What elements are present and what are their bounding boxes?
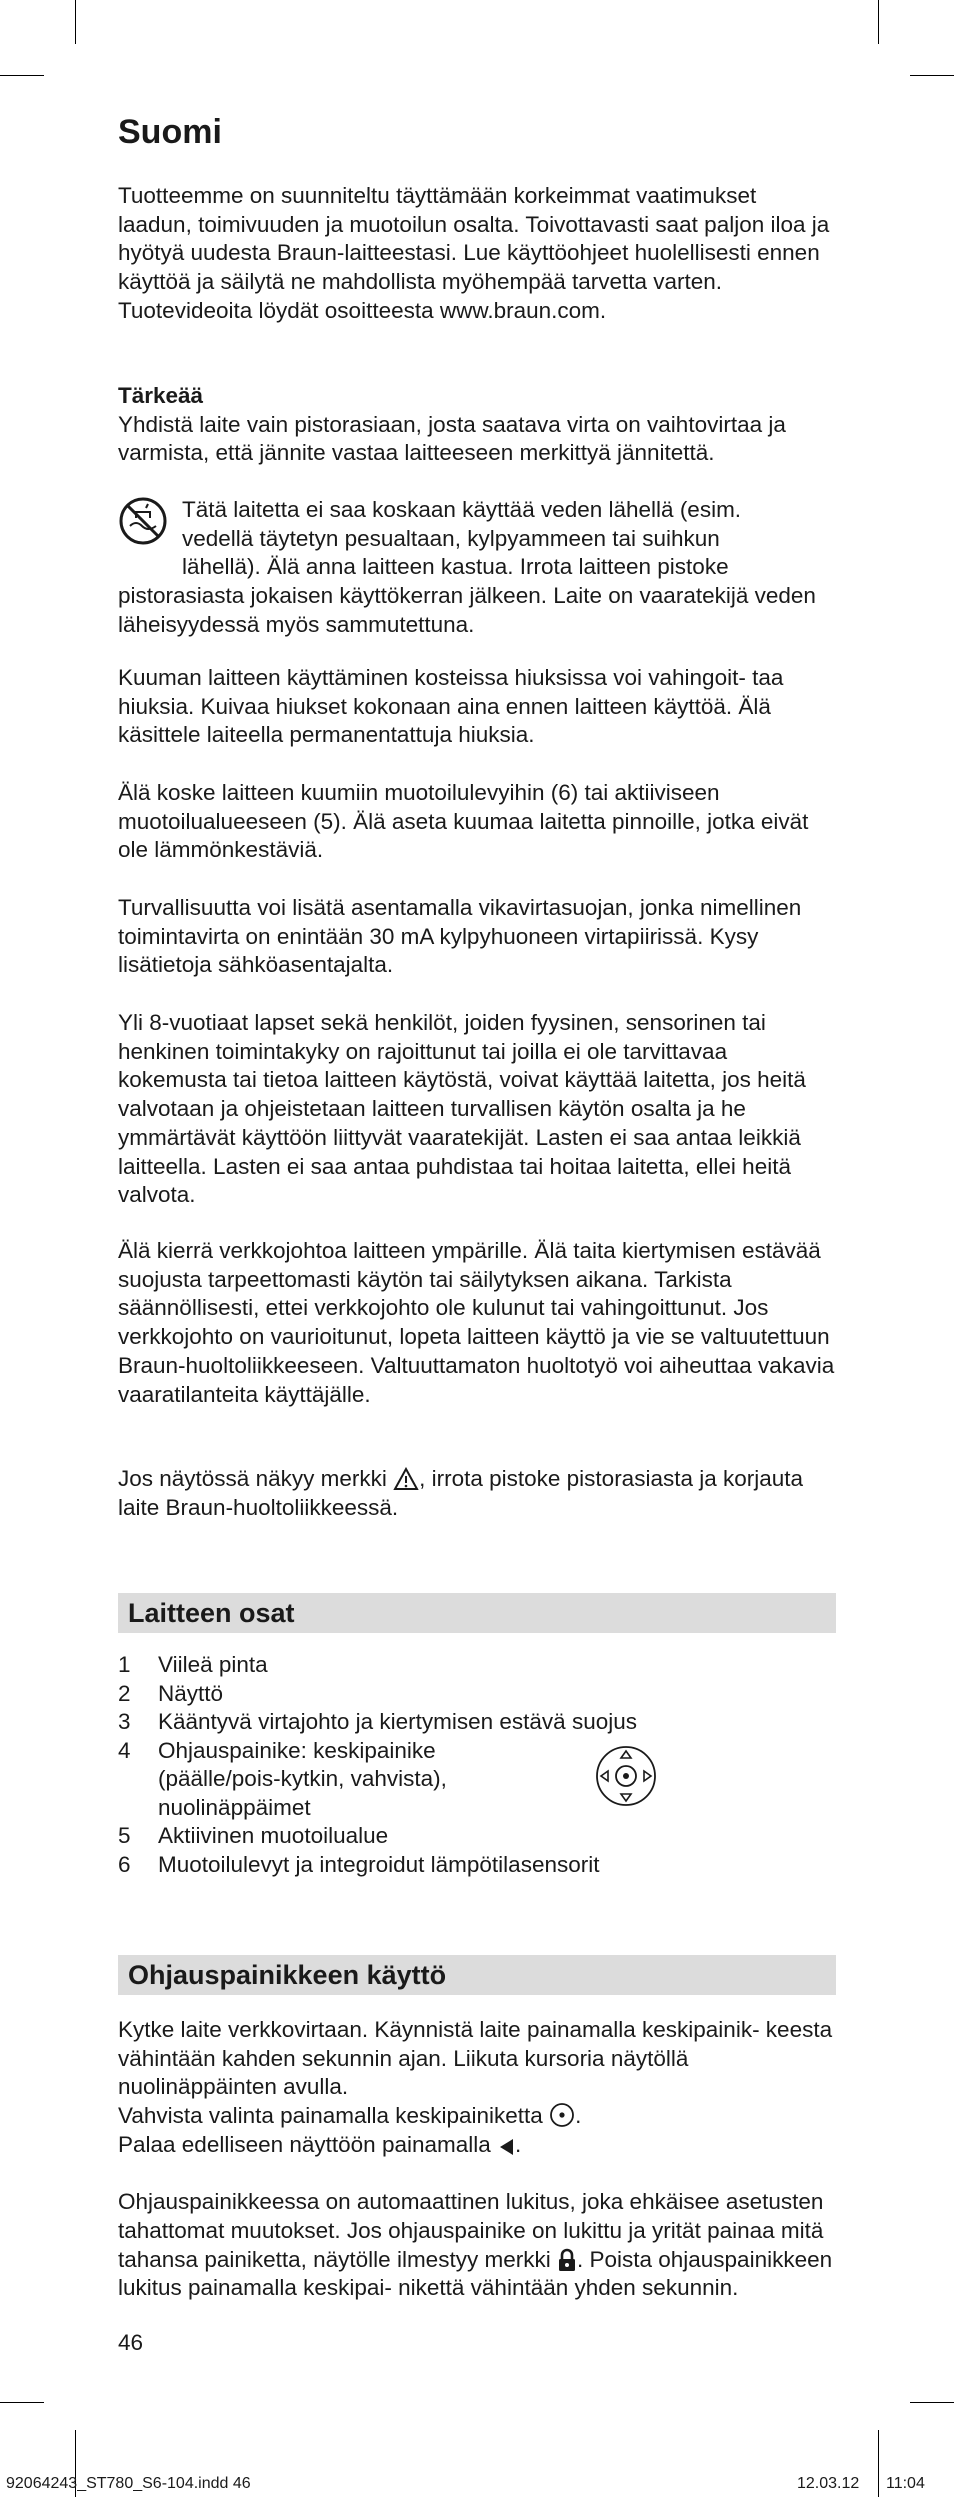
section-heading-parts: Laitteen osat [118,1593,836,1633]
water-warning-line: lähellä). Älä anna laitteen kastua. Irrota laitteen pistoke [182,554,729,580]
section-heading-control: Ohjauspainikkeen käyttö [118,1955,836,1995]
list-item-number: 2 [118,1680,131,1706]
warning-text-before: Jos näytössä näkyy merkki [118,1466,394,1491]
paragraph-cord: Älä kierrä verkkojohtoa laitteen ympärille. Älä taita kiertymisen estävää suojusta tarpeettomasti käytön tai säilytyksen aikana. Tarkista säännöllisesti, ettei verkkojohto ole kulunut tai vahingoittunut. Jos verkkojohto on vaurioitunut, lopeta laitteen käyttö ja vie se valtuutettuun Braun-huoltoliikkeeseen. Valtuuttamaton huoltotyö voi aiheuttaa vakavia vaaratilanteita käyttäjälle. [118,1238,835,1407]
water-warning-block [118,496,836,640]
paragraph-rcd: Turvallisuutta voi lisätä asentamalla vikavirtasuojan, jonka nimellinen toimintavirta on enintään 30 mA kylpyhuoneen virtapiirissä. Kysy lisätietoja sähköasentajalta. [118,895,802,978]
important-block [118,382,836,468]
warning-triangle-icon [393,1467,419,1491]
crop-mark [910,75,954,76]
list-item-text: Muotoilulevyt ja integroidut lämpötilasensorit [158,1851,600,1877]
list-item-number: 5 [118,1823,131,1848]
crop-mark [0,75,44,76]
list-item [118,1822,836,1851]
lock-text-after: . Poista ohjauspainikkeen lukitus painamalla keskipai- nikettä vähintään yhden sekunnin. [118,2246,833,2301]
list-item [118,1851,836,1880]
crop-mark [878,0,879,44]
crop-mark [878,2430,879,2497]
no-water-icon [118,496,168,546]
page-number: 46 [118,2330,144,2355]
parts-list [118,1651,836,1879]
center-button-icon [549,2102,575,2128]
intro-paragraph: Tuotteemme on suunniteltu täyttämään korkeimmat vaatimukset laadun, toimivuuden ja muotoilun osalta. Toivottavasti saat paljon iloa ja hyötyä uudesta Braun-laitteestasi. Lue käyttöohjeet huolellisesti ennen käyttöä ja säilytä ne mahdollista myöhempää tarvetta varten. Tuotevideoita löydät osoitteesta www.braun.com. [118,183,830,323]
back-text: Palaa edelliseen näyttöön painamalla [118,2131,491,2157]
list-item-text: nuolinäppäimet [158,1794,311,1820]
crop-mark [910,2402,954,2403]
list-item-text: Ohjauspainike: keskipainike [158,1737,436,1763]
back-line: Palaa edelliseen näyttöön painamalla . [118,2131,522,2157]
list-item-number: 4 [118,1737,131,1763]
list-item-text: (päälle/pois-kytkin, vahvista), [158,1766,447,1791]
important-text: Yhdistä laite vain pistorasiaan, josta saatava virta on vaihtovirtaa ja varmista, että jännite vastaa laitteeseen merkittyä jännitettä. [118,411,786,466]
paragraph-warning-sign [118,1465,836,1522]
list-item-number: 1 [118,1652,131,1677]
list-item-text: Aktiivinen muotoilualue [158,1823,389,1848]
important-title: Tärkeää [118,383,204,408]
list-item-text: Kääntyvä virtajohto ja kiertymisen estävä suojus [158,1709,637,1734]
footer-date: 12.03.12 [797,2475,860,2492]
list-item-text: Näyttö [158,1680,224,1706]
list-item-number: 3 [118,1709,131,1734]
list-item-number: 6 [118,1851,131,1877]
warning-text-after: , irrota pistoke pistorasiasta ja korjauta laite Braun-huoltoliikkeessä. [118,1466,804,1520]
left-arrow-icon [497,2137,515,2157]
control-instructions [118,2016,836,2303]
confirm-line: Vahvista valinta painamalla keskipainiketta . [118,2103,582,2129]
lock-text-before: Ohjauspainikkeessa on automaattinen lukitus, joka ehkäisee asetusten tahattomat muutokset. Jos ohjauspainike on lukittu ja yrität painaa mitä tahansa painiketta, näytölle ilmestyy merkki [118,2189,824,2272]
control-pad-icon [594,1744,658,1808]
water-warning-line: Tätä laitetta ei saa koskaan käyttää veden lähellä (esim. [182,497,742,522]
page-title: Suomi [118,113,222,151]
list-item-text: Viileä pinta [158,1652,268,1677]
lock-icon [557,2248,577,2272]
footer-time: 11:04 [886,2475,925,2492]
crop-mark [0,2402,44,2403]
paragraph-children: Yli 8-vuotiaat lapset sekä henkilöt, joiden fyysinen, sensorinen tai henkinen toimintakyky on rajoittunut tai joilla ei ole tarvittavaa kokemusta tai tietoa laitteen käytöstä, voivat käyttää laitetta, jos heitä valvotaan ja ohjeistetaan laitteen turvallisen käytön osalta ja he ymmärtävät käyttöön liittyvät vaaratekijät. Lasten ei saa antaa leikkiä laitteella. Lasten ei saa antaa puhdistaa tai hoitaa laitetta, ellei heitä valvota. [118,1010,806,1208]
confirm-text: Vahvista valinta painamalla keskipainiketta [118,2103,543,2129]
water-warning-rest: pistorasiasta jokaisen käyttökerran jälkeen. Laite on vaaratekijä veden läheisyydessä myös sammutettuna. [118,583,816,637]
list-item [118,1651,836,1680]
lock-paragraph [118,2188,836,2303]
list-item-text-block [158,1737,836,1823]
control-paragraph: Kytke laite verkkovirtaan. Käynnistä laite painamalla keskipainik- keesta vähintään kahden sekunnin ajan. Liikuta kursoria näytöllä nuolinäppäinten avulla. [118,2017,833,2100]
paragraph-hot-plates: Älä koske laitteen kuumiin muotoilulevyihin (6) tai aktiiviseen muotoilualueeseen (5). Älä aseta kuumaa laitetta pinnoille, jotka eivät ole lämmönkestäviä. [118,780,809,863]
list-item [118,1680,836,1709]
list-item [118,1708,836,1737]
footer-file-info: 92064243_ST780_S6-104.indd 46 [6,2475,251,2492]
water-warning-line: vedellä täytetyn pesualtaan, kylpyammeen tai suihkun [182,525,720,551]
crop-mark [75,0,76,44]
paragraph-wet-hair: Kuuman laitteen käyttäminen kosteissa hiuksissa voi vahingoit- taa hiuksia. Kuivaa hiukset kokonaan aina ennen laitteen käyttöä. Älä käsittele laiteella permanentattuja hiuksia. [118,665,784,748]
list-item [118,1737,836,1823]
